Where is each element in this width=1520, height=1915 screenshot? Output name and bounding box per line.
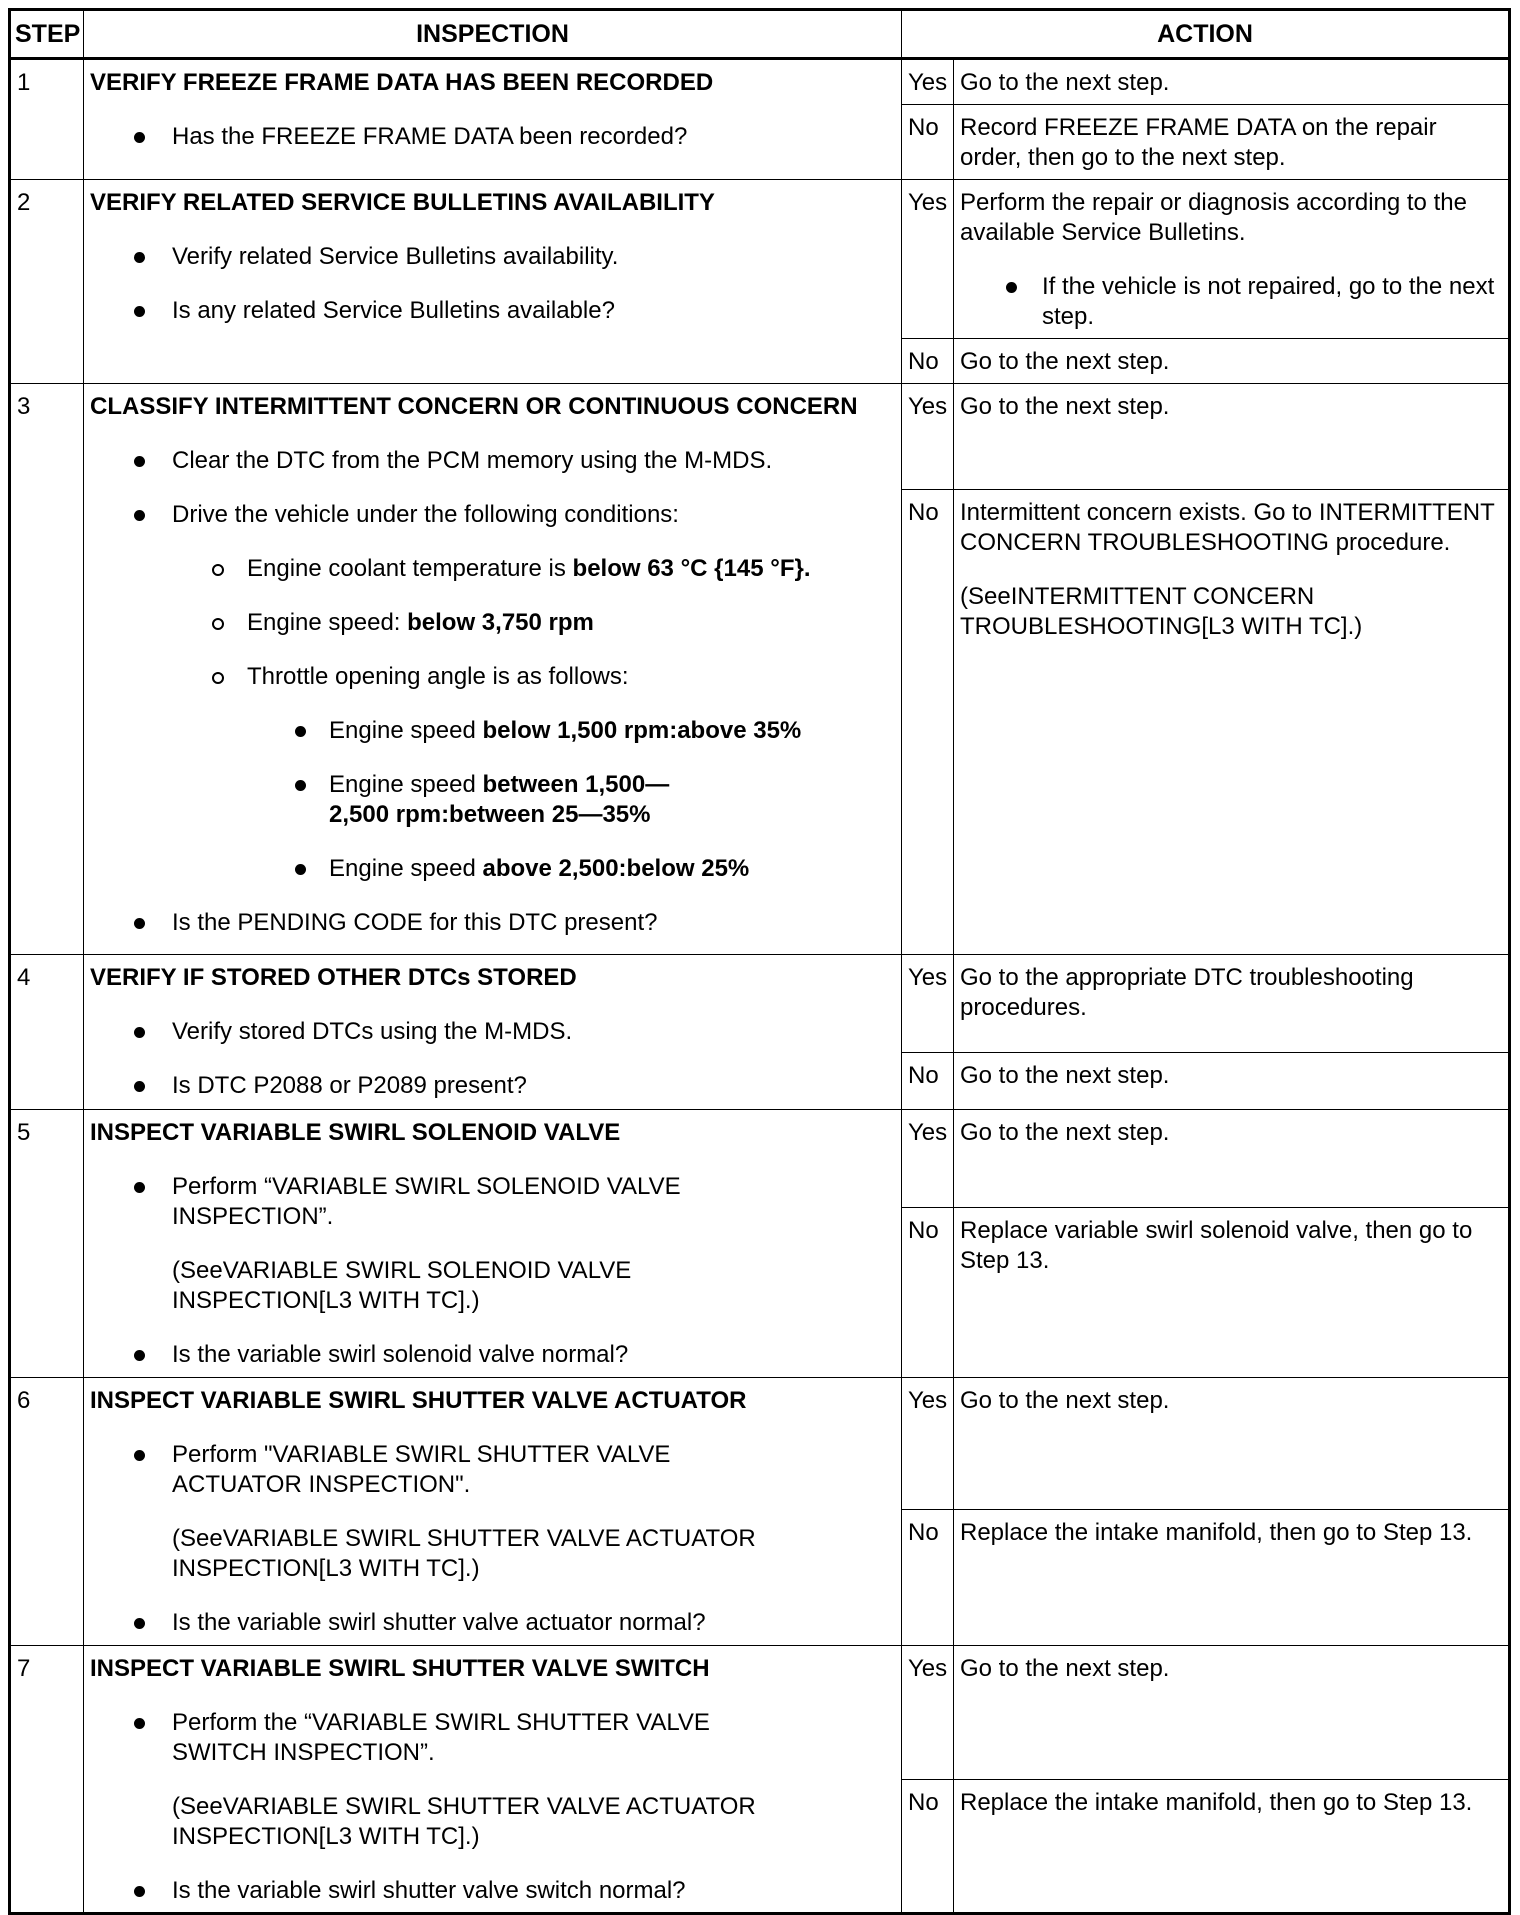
step-1-yes-action: Go to the next step. — [954, 59, 1510, 105]
step-7-number: 7 — [10, 1646, 84, 1914]
step-3-item-2-text: Drive the vehicle under the following conditions: — [172, 501, 679, 528]
step-5-no-label: No — [902, 1208, 954, 1378]
step-7-no-action: Replace the intake manifold, then go to Step 13. — [954, 1780, 1510, 1914]
step-2-yes-action: Perform the repair or diagnosis according to the available Service Bulletins. — [960, 189, 1467, 246]
step-3-yes-label: Yes — [902, 384, 954, 490]
step-6-number: 6 — [10, 1378, 84, 1646]
step-4-no-label: No — [902, 1053, 954, 1110]
step-2-yes-bullet: If the vehicle is not repaired, go to the next step. — [960, 272, 1502, 332]
step-4-yes-label: Yes — [902, 955, 954, 1053]
step-5-item-1-reference: (SeeVARIABLE SWIRL SOLENOID VALVE INSPECTION[L3 WITH TC].) — [172, 1257, 632, 1314]
step-6-yes-action: Go to the next step. — [954, 1378, 1510, 1510]
step-4-inspection — [84, 955, 902, 1110]
condition-2-value: below 3,750 rpm — [407, 609, 594, 636]
condition-1-value: below 63 °C {145 °F}. — [572, 555, 811, 582]
throttle-1-text: Engine speed — [329, 717, 483, 744]
condition-2-text: Engine speed: — [247, 609, 408, 636]
step-3-item-2 — [90, 500, 895, 884]
step-1-no-label: No — [902, 105, 954, 180]
step-5-yes-action: Go to the next step. — [954, 1110, 1510, 1208]
step-7-yes-action: Go to the next step. — [954, 1646, 1510, 1780]
step-4-yes-row — [10, 955, 1510, 1053]
step-5-number: 5 — [10, 1110, 84, 1378]
step-7-yes-row — [10, 1646, 1510, 1780]
step-3-inspection — [84, 384, 902, 955]
condition-3-text: Throttle opening angle is as follows: — [247, 663, 629, 690]
step-3-yes-action: Go to the next step. — [954, 384, 1510, 490]
step-6-item-1-text: Perform "VARIABLE SWIRL SHUTTER VALVE ACTUATOR INSPECTION". — [172, 1441, 671, 1498]
step-3-no-reference: (SeeINTERMITTENT CONCERN TROUBLESHOOTING[L3 WITH TC].) — [960, 583, 1363, 640]
step-3-no-action: Intermittent concern exists. Go to INTERMITTENT CONCERN TROUBLESHOOTING procedure. — [960, 499, 1495, 556]
step-5-inspection — [84, 1110, 902, 1378]
throttle-1-value: below 1,500 rpm:above 35% — [482, 717, 802, 744]
step-1-title: VERIFY FREEZE FRAME DATA HAS BEEN RECORDED — [90, 69, 714, 96]
step-7-inspection — [84, 1646, 902, 1914]
step-7-item-1 — [90, 1708, 895, 1852]
header-row — [10, 10, 1510, 59]
step-2-no-label: No — [902, 339, 954, 384]
step-2-item-2: Is any related Service Bulletins available? — [90, 296, 895, 326]
step-1-yes-label: Yes — [902, 59, 954, 105]
step-3-condition-3 — [172, 662, 895, 884]
throttle-condition-1 — [247, 716, 895, 746]
step-3-condition-2 — [172, 608, 895, 638]
step-1-yes-row — [10, 59, 1510, 105]
throttle-3-text: Engine speed — [329, 855, 483, 882]
step-1-item-1: Has the FREEZE FRAME DATA been recorded? — [90, 122, 895, 152]
step-7-item-1-reference: (SeeVARIABLE SWIRL SHUTTER VALVE ACTUATOR INSPECTION[L3 WITH TC].) — [172, 1793, 756, 1850]
step-1-number: 1 — [10, 59, 84, 180]
step-3-item-3: Is the PENDING CODE for this DTC present? — [90, 908, 895, 938]
action-header: ACTION — [902, 10, 1510, 59]
step-7-item-1-text: Perform the “VARIABLE SWIRL SHUTTER VALVE SWITCH INSPECTION”. — [172, 1709, 710, 1766]
step-7-no-label: No — [902, 1780, 954, 1914]
step-5-title: INSPECT VARIABLE SWIRL SOLENOID VALVE — [90, 1119, 621, 1146]
step-2-number: 2 — [10, 180, 84, 384]
throttle-2-value: between 1,500—2,500 rpm:between 25—35% — [329, 771, 670, 828]
step-2-yes-label: Yes — [902, 180, 954, 339]
step-5-item-1 — [90, 1172, 895, 1316]
step-3-yes-row — [10, 384, 1510, 490]
step-6-no-label: No — [902, 1510, 954, 1646]
step-3-title: CLASSIFY INTERMITTENT CONCERN OR CONTINUOUS CONCERN — [90, 393, 858, 420]
step-6-yes-row — [10, 1378, 1510, 1510]
step-1-inspection — [84, 59, 902, 180]
step-2-title: VERIFY RELATED SERVICE BULLETINS AVAILABILITY — [90, 189, 715, 216]
step-7-title: INSPECT VARIABLE SWIRL SHUTTER VALVE SWITCH — [90, 1655, 710, 1682]
step-2-yes-cell — [954, 180, 1510, 339]
step-5-no-action: Replace variable swirl solenoid valve, then go to Step 13. — [954, 1208, 1510, 1378]
step-7-yes-label: Yes — [902, 1646, 954, 1780]
step-5-item-2: Is the variable swirl solenoid valve normal? — [90, 1340, 895, 1370]
throttle-condition-3 — [247, 854, 895, 884]
throttle-2-text: Engine speed — [329, 771, 483, 798]
step-7-item-2: Is the variable swirl shutter valve switch normal? — [90, 1876, 895, 1906]
step-3-item-1: Clear the DTC from the PCM memory using the M-MDS. — [90, 446, 895, 476]
step-6-item-2: Is the variable swirl shutter valve actuator normal? — [90, 1608, 895, 1638]
step-3-condition-1 — [172, 554, 895, 584]
step-2-item-1: Verify related Service Bulletins availability. — [90, 242, 895, 272]
step-3-no-label: No — [902, 490, 954, 955]
step-2-inspection — [84, 180, 902, 384]
step-4-item-1: Verify stored DTCs using the M-MDS. — [90, 1017, 895, 1047]
step-6-no-action: Replace the intake manifold, then go to Step 13. — [954, 1510, 1510, 1646]
step-5-item-1-text: Perform “VARIABLE SWIRL SOLENOID VALVE INSPECTION”. — [172, 1173, 681, 1230]
step-5-yes-row — [10, 1110, 1510, 1208]
step-4-title: VERIFY IF STORED OTHER DTCs STORED — [90, 964, 577, 991]
step-5-yes-label: Yes — [902, 1110, 954, 1208]
step-2-yes-row — [10, 180, 1510, 339]
troubleshooting-table — [8, 8, 1511, 1915]
step-4-no-action: Go to the next step. — [954, 1053, 1510, 1110]
step-4-yes-action: Go to the appropriate DTC troubleshooting procedures. — [954, 955, 1510, 1053]
throttle-3-value: above 2,500:below 25% — [482, 855, 750, 882]
condition-1-text: Engine coolant temperature is — [247, 555, 573, 582]
step-6-yes-label: Yes — [902, 1378, 954, 1510]
step-6-inspection — [84, 1378, 902, 1646]
throttle-condition-2 — [247, 770, 895, 830]
step-6-title: INSPECT VARIABLE SWIRL SHUTTER VALVE ACTUATOR — [90, 1387, 747, 1414]
step-6-item-1 — [90, 1440, 895, 1584]
step-1-no-action: Record FREEZE FRAME DATA on the repair order, then go to the next step. — [954, 105, 1510, 180]
step-6-item-1-reference: (SeeVARIABLE SWIRL SHUTTER VALVE ACTUATOR INSPECTION[L3 WITH TC].) — [172, 1525, 756, 1582]
inspection-header: INSPECTION — [84, 10, 902, 59]
step-2-no-action: Go to the next step. — [954, 339, 1510, 384]
step-4-number: 4 — [10, 955, 84, 1110]
step-4-item-2: Is DTC P2088 or P2089 present? — [90, 1071, 895, 1101]
step-3-number: 3 — [10, 384, 84, 955]
step-header: STEP — [10, 10, 84, 59]
step-3-no-cell — [954, 490, 1510, 955]
